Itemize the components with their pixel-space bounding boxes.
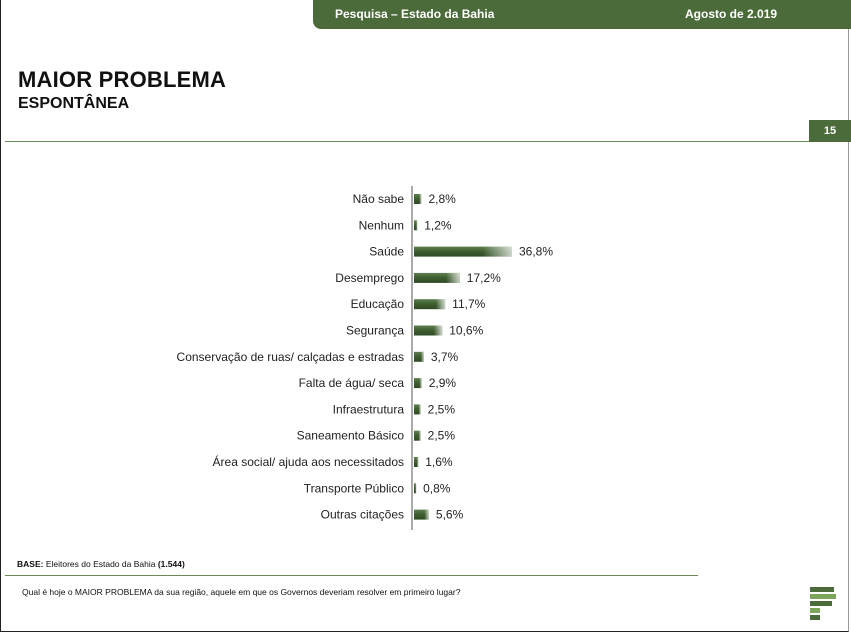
category-label: Desemprego [335,270,404,285]
page-title: MAIOR PROBLEMA [18,67,227,92]
bar-highlight [414,431,421,441]
bar-highlight [414,326,442,336]
category-label: Área social/ ajuda aos necessitados [212,455,404,469]
bar-highlight [414,378,422,388]
bar-highlight [414,510,429,520]
base-note [17,559,185,569]
category-label: Saúde [369,244,404,259]
category-label: Outras citações [320,507,404,522]
bar-highlight [414,299,445,309]
value-label: 2,8% [428,192,456,206]
value-label: 2,5% [427,428,456,443]
category-label: Nenhum [358,218,404,233]
bar-highlight [414,457,418,467]
category-label: Não sabe [352,192,404,206]
survey-question: Qual é hoje o MAIOR PROBLEMA da sua região, aquele em que os Governos deveriam resolver em primeiro lugar? [22,587,461,597]
value-label: 17,2% [466,270,501,285]
value-label: 1,6% [425,455,453,469]
category-label: Conservação de ruas/ calçadas e estradas [176,349,404,364]
category-label: Saneamento Básico [296,428,404,443]
base-label: BASE: [17,559,44,569]
bar-highlight [414,247,512,257]
value-label: 2,9% [428,376,457,391]
bar-highlight [414,194,421,204]
value-label: 10,6% [449,323,484,338]
page-subtitle: ESPONTÂNEA [18,95,130,112]
bar-highlight [414,404,421,414]
value-label: 0,8% [423,481,451,496]
value-label: 5,6% [435,507,464,522]
brand-logo-icon [808,585,838,621]
category-label: Falta de água/ seca [298,376,404,391]
bar-highlight [414,483,416,493]
category-label: Educação [350,297,404,312]
page-number-badge: 15 [809,120,851,142]
category-label: Transporte Público [303,481,404,496]
survey-date: Agosto de 2.019 [685,7,778,21]
bar-highlight [414,273,460,283]
category-label: Infraestrutura [332,402,404,417]
base-count: (1.544) [157,559,185,569]
bar-highlight [414,352,424,362]
value-label: 3,7% [430,349,459,364]
survey-title: Pesquisa – Estado da Bahia [335,7,495,21]
value-label: 36,8% [519,244,554,259]
base-text: Eleitores do Estado da Bahia [45,559,156,569]
value-label: 11,7% [452,297,486,312]
bar-highlight [414,220,417,230]
footer-divider [5,575,698,576]
category-label: Segurança [345,323,404,338]
value-label: 2,5% [427,402,456,417]
value-label: 1,2% [424,218,452,233]
